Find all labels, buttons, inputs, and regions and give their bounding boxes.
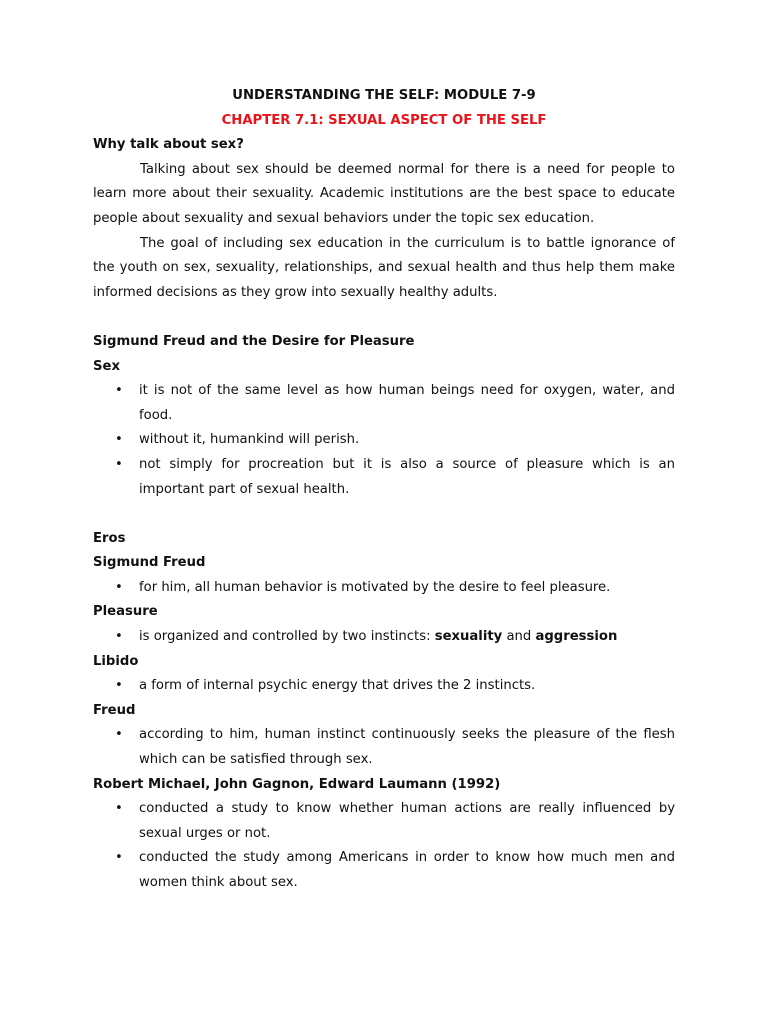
spacer xyxy=(93,502,675,527)
document-title: UNDERSTANDING THE SELF: MODULE 7-9 xyxy=(232,88,536,103)
list-item-text: without it, humankind will perish. xyxy=(139,432,360,448)
spacer xyxy=(93,305,675,330)
sigmund-bullet-list xyxy=(93,576,675,601)
list-item-text: for him, all human behavior is motivated by the desire to feel pleasure. xyxy=(139,579,611,595)
list-item-text: is organized and controlled by two instincts: xyxy=(139,629,435,645)
list-item xyxy=(93,453,675,502)
bullet-icon: • xyxy=(115,678,123,694)
list-item-text: not simply for procreation but it is also a source of pleasure which is an important part of sexual health. xyxy=(139,456,675,497)
list-item-text: conducted a study to know whether human actions are really influenced by sexual urges or not. xyxy=(139,801,675,841)
subheading-sigmund-freud: Sigmund Freud xyxy=(93,555,206,571)
list-item xyxy=(93,846,675,895)
paragraph-1: Talking about sex should be deemed normal for there is a need for people to learn more about their sexuality. Academic institutions are the best space to educate people about sexuality and sexual behaviors under the topic sex education. xyxy=(93,161,675,226)
subheading-sex: Sex xyxy=(93,358,120,374)
subheading-eros: Eros xyxy=(93,530,126,546)
study-bullet-list xyxy=(93,797,675,895)
subheading-pleasure: Pleasure xyxy=(93,604,158,620)
subheading-libido: Libido xyxy=(93,653,139,669)
libido-bullet-list xyxy=(93,674,675,699)
bullet-icon: • xyxy=(115,432,123,448)
list-item xyxy=(93,379,675,428)
list-item xyxy=(93,576,675,601)
list-item-text: conducted the study among Americans in order to know how much men and women think about sex. xyxy=(139,850,675,890)
freud-bullet-list xyxy=(93,723,675,772)
term-sexuality: sexuality xyxy=(434,629,503,645)
bullet-icon: • xyxy=(115,801,123,817)
chapter-title: CHAPTER 7.1: SEXUAL ASPECT OF THE SELF xyxy=(221,112,547,128)
bullet-icon: • xyxy=(115,850,123,866)
paragraph-2: The goal of including sex education in the curriculum is to battle ignorance of the youth on sex, sexuality, relationships, and sexual health and thus help them make informed decisions as they grow into sexually healthy adults. xyxy=(93,235,675,300)
section-heading-freud: Sigmund Freud and the Desire for Pleasure xyxy=(93,333,415,349)
bullet-icon: • xyxy=(115,727,123,743)
list-item xyxy=(93,428,675,453)
list-item xyxy=(93,723,675,772)
list-item-text: a form of internal psychic energy that drives the 2 instincts. xyxy=(139,678,536,694)
subheading-study: Robert Michael, John Gagnon, Edward Laumann (1992) xyxy=(93,776,501,792)
term-aggression: aggression xyxy=(535,629,618,645)
bullet-icon: • xyxy=(115,383,123,399)
sex-bullet-list xyxy=(93,379,675,502)
section-heading-why: Why talk about sex? xyxy=(93,137,244,153)
bullet-icon: • xyxy=(115,579,123,595)
list-item-text: it is not of the same level as how human beings need for oxygen, water, and food. xyxy=(139,383,675,423)
list-item-text: according to him, human instinct continuously seeks the pleasure of the flesh which can be satisfied through sex. xyxy=(139,727,675,768)
list-item xyxy=(93,674,675,699)
bullet-icon: • xyxy=(115,456,123,472)
list-item-text: and xyxy=(502,629,536,645)
subheading-freud: Freud xyxy=(93,702,136,718)
list-item xyxy=(93,797,675,846)
list-item xyxy=(93,625,675,650)
pleasure-bullet-list xyxy=(93,625,675,650)
document-page xyxy=(93,84,675,896)
bullet-icon: • xyxy=(115,629,123,645)
